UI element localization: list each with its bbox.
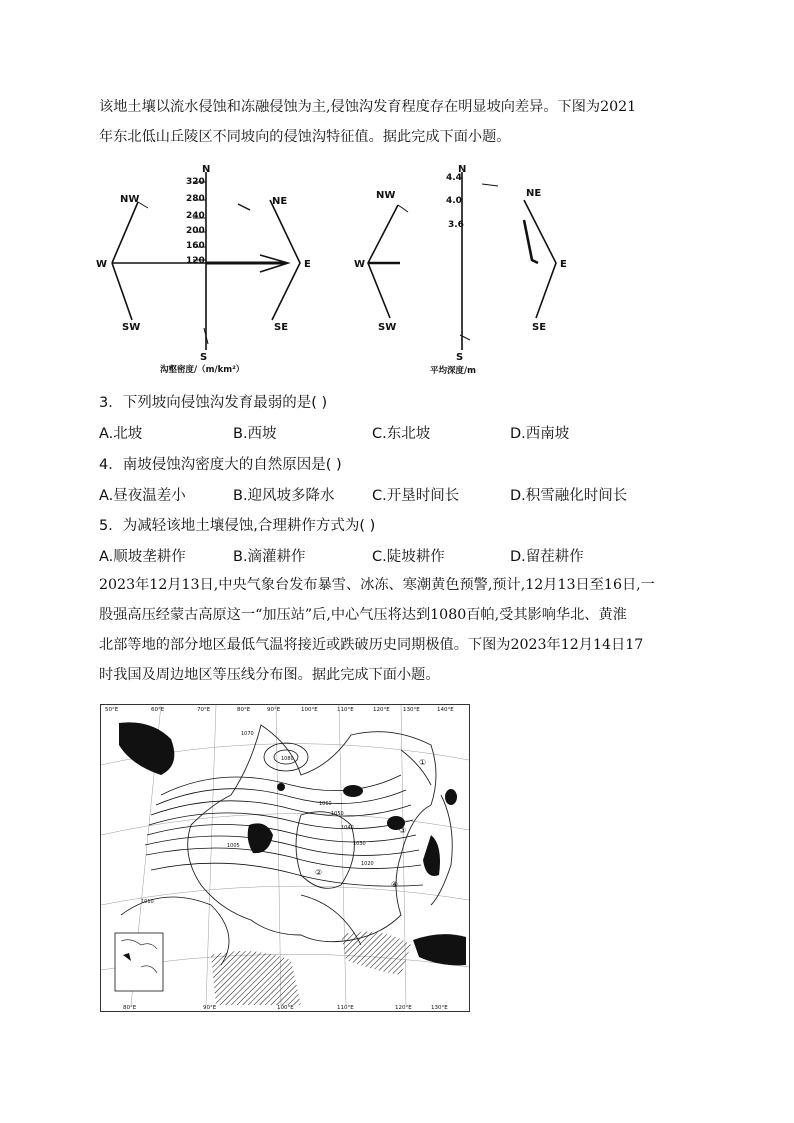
q5-option-c[interactable]: C.陡坡耕作 [372,549,445,565]
rose-dir-nw: NW [120,194,140,205]
scale-tick: 4.0 [446,196,462,206]
scale-tick: 280 [186,194,205,204]
isobar-label: 1080 [281,756,294,762]
scale-tick: 200 [186,226,205,236]
lon-label: 90°E [203,1005,217,1011]
q3-option-c[interactable]: C.东北坡 [372,426,431,442]
rose-dir-e: E [304,259,311,270]
question-3-stem: 3．下列坡向侵蚀沟发育最弱的是( ) [99,395,328,411]
lon-label: 130°E [431,1005,448,1011]
q5-option-b[interactable]: B.滴灌耕作 [233,549,306,565]
lon-label: 100°E [277,1005,294,1011]
scale-tick: 120 [186,256,205,266]
isobar-map [100,704,470,1012]
passage-cold-wave [99,570,699,690]
lon-label: 120°E [373,707,390,713]
map-markers [315,758,426,889]
map-borders [188,725,453,942]
isobar-map-drawing [101,705,469,1011]
question-4-stem: 4．南坡侵蚀沟密度大的自然原因是( ) [99,457,342,473]
scale-tick: 160 [186,241,205,251]
erosion-rose-diagrams [90,160,610,380]
isobar-label: 1060 [319,801,332,807]
q5-option-d[interactable]: D.留茬耕作 [510,549,584,565]
lon-label: 60°E [151,707,165,713]
avg-depth-labels [354,164,567,376]
rose-dir-w: W [354,259,366,270]
isobar-label: 1070 [241,731,254,737]
gully-density-labels [96,164,311,375]
lon-label: 100°E [301,707,318,713]
rose-dir-s: S [200,352,208,363]
q4-option-c[interactable]: C.开垦时间长 [372,488,460,504]
scale-tick: 240 [186,211,205,221]
rose-dir-sw: SW [378,322,397,333]
rose-dir-w: W [96,259,108,270]
rose-dir-e: E [560,259,567,270]
scale-tick: 3.6 [448,220,464,230]
isobar-label: 1040 [341,825,354,831]
marker-1: ① [419,758,427,767]
lon-label: 70°E [197,707,211,713]
rose-dir-nw: NW [376,190,396,201]
lon-label: 140°E [437,707,454,713]
isobar-label: 1020 [361,861,374,867]
lon-label: 110°E [337,707,354,713]
isobar-label: 1010 [141,899,154,905]
q4-option-b[interactable]: B.迎风坡多降水 [233,488,335,504]
q3-option-a[interactable]: A.北坡 [99,426,143,442]
q3-option-d[interactable]: D.西南坡 [510,426,570,442]
lon-label: 110°E [337,1005,354,1011]
q3-option-b[interactable]: B.西坡 [233,426,277,442]
rose-dir-sw: SW [122,322,141,333]
passage-line: 该地土壤以流水侵蚀和冻融侵蚀为主,侵蚀沟发育程度存在明显坡向差异。下图为2021 [99,99,637,115]
q5-option-a[interactable]: A.顺坡垄耕作 [99,549,186,565]
rose-dir-ne: NE [526,188,542,199]
lon-label: 120°E [395,1005,412,1011]
rose-dir-n: N [458,164,467,175]
lon-label: 80°E [237,707,251,713]
map-hatched-areas [211,932,411,1005]
rose-dir-se: SE [274,322,289,333]
q4-option-d[interactable]: D.积雪融化时间长 [510,488,628,504]
question-5-stem: 5．为减轻该地土壤侵蚀,合理耕作方式为( ) [99,518,376,534]
marker-3: ③ [399,826,407,835]
q4-option-a[interactable]: A.昼夜温差小 [99,488,186,504]
map-inset [115,933,163,991]
isobar-label: 1005 [227,843,240,849]
passage-line: 股强高压经蒙古高原这一“加压站”后,中心气压将达到1080百帕,受其影响华北、黄淮 [99,607,627,623]
lon-label: 80°E [123,1005,137,1011]
scale-tick: 4.4 [446,173,462,183]
marker-4: ④ [391,880,399,889]
marker-2: ② [315,868,323,877]
passage-line: 北部等地的部分地区最低气温将接近或跌破历史同期极值。下图为2023年12月14日17 [99,637,644,653]
isobar-label: 1030 [353,841,366,847]
scale-tick: 320 [186,177,205,187]
lon-label: 90°E [267,707,281,713]
passage-line: 2023年12月13日,中央气象台发布暴雪、冰冻、寒潮黄色预警,预计,12月13日至16日,一 [99,577,655,593]
rose-dir-s: S [456,352,464,363]
passage-line: 年东北低山丘陵区不同坡向的侵蚀沟特征值。据此完成下面小题。 [99,129,511,145]
passage-line: 时我国及周边地区等压线分布图。据此完成下面小题。 [99,667,440,683]
rose-dir-ne: NE [272,196,288,207]
rose-dir-se: SE [532,322,547,333]
passage-intro [99,92,699,152]
rose-caption: 沟壑密度/（m/km²） [160,365,245,375]
rose-caption: 平均深度/m [430,366,476,376]
lon-label: 130°E [403,707,420,713]
lon-label: 50°E [105,707,119,713]
rose-dir-n: N [202,164,211,175]
isobar-label: 1050 [331,811,344,817]
